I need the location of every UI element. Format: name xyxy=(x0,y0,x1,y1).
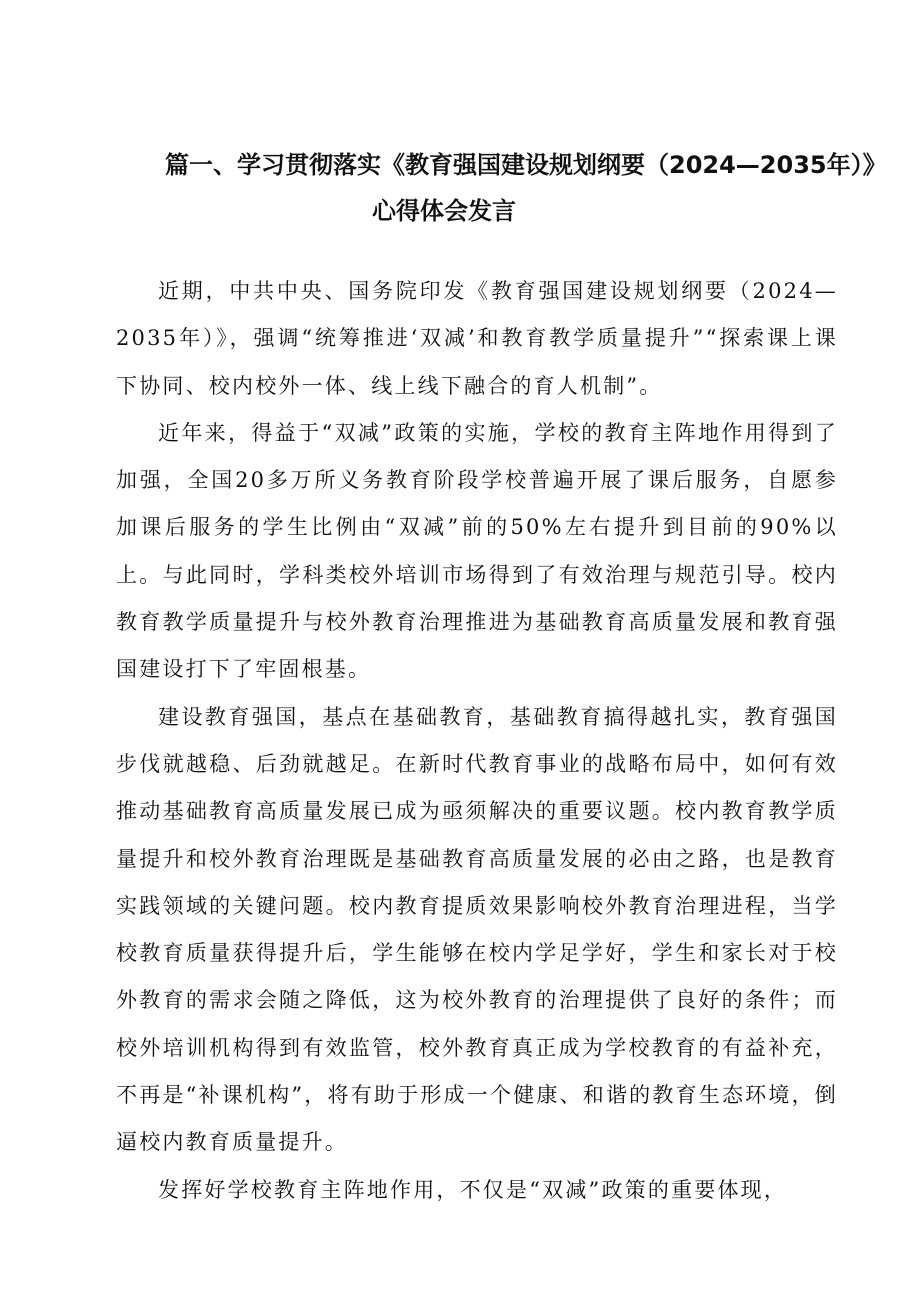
document-title-line-2: 心得体会发言 xyxy=(372,197,516,225)
paragraph-3: 建设教育强国，基点在基础教育，基础教育搞得越扎实，教育强国步伐就越稳、后劲就越足。在新时代教育事业的战略布局中，如何有效推动基础教育高质量发展已成为亟须解决的重要议题。校内教育教学质量提升和校外教育治理既是基础教育高质量发展的必由之路，也是教育实践领域的关键问题。校内教育提质效果影响校外教育治理进程，当学校教育质量获得提升后，学生能够在校内学足学好，学生和家长对于校外教育的需求会随之降低，这为校外教育的治理提供了良好的条件；而校外培训机构得到有效监管，校外教育真正成为学校教育的有益补充，不再是“补课机构”，将有助于形成一个健康、和谐的教育生态环境，倒逼校内教育质量提升。 xyxy=(116,704,838,1155)
document-body xyxy=(116,268,838,1214)
paragraph-4: 发挥好学校教育主阵地作用，不仅是“双减”政策的重要体现， xyxy=(158,1177,788,1202)
document-title-line-1: 篇一、学习贯彻落实《教育强国建设规划纲要（2024—2035年）》 xyxy=(165,151,887,179)
paragraph-2: 近年来，得益于“双减”政策的实施，学校的教育主阵地作用得到了加强，全国20多万所义务教育阶段学校普遍开展了课后服务，自愿参加课后服务的学生比例由“双减”前的50%左右提升到目前的90%以上。与此同时，学科类校外培训市场得到了有效治理与规范引导。校内教育教学质量提升与校外教育治理推进为基础教育高质量发展和教育强国建设打下了牢固根基。 xyxy=(116,420,838,682)
paragraph-1: 近期，中共中央、国务院印发《教育强国建设规划纲要（2024—2035年）》，强调“统筹推进‘双减’和教育教学质量提升”“探索课上课下协同、校内校外一体、线上线下融合的育人机制”。 xyxy=(116,279,838,398)
